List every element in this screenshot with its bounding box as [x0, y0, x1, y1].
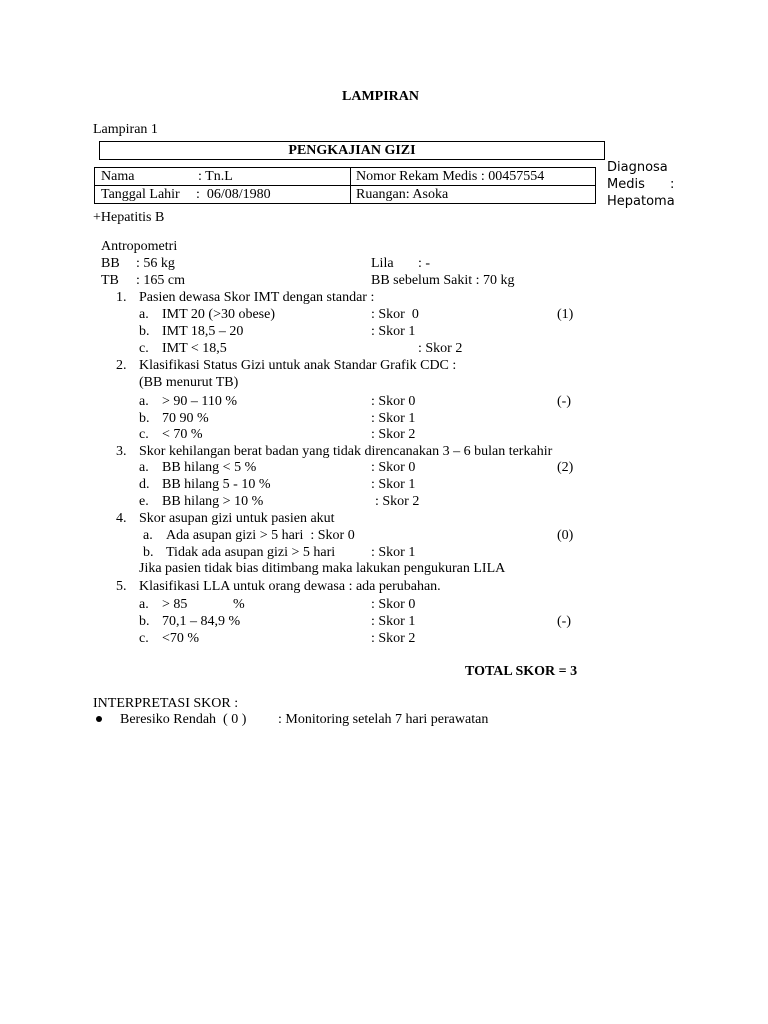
list-item-letter: a.	[139, 597, 149, 612]
tb-value: : 165 cm	[136, 273, 185, 288]
list-item-label: < 70 %	[162, 427, 203, 442]
list-item-letter: a.	[139, 394, 149, 409]
list-item-label: IMT 20 (>30 obese)	[162, 307, 276, 322]
list-item-label: BB hilang > 10 %	[162, 494, 264, 509]
list-item-score: : Skor 2	[371, 631, 416, 646]
list-item-label: > 90 – 110 %	[162, 394, 238, 409]
list-item-letter: b.	[139, 411, 150, 426]
list-item-label: BB hilang < 5 %	[162, 460, 257, 475]
section-2-subtitle: (BB menurut TB)	[139, 375, 239, 390]
list-item-letter: b.	[143, 545, 154, 560]
list-item-label: Ada asupan gizi > 5 hari : Skor 0	[166, 528, 355, 543]
list-item-score: : Skor 1	[371, 411, 416, 426]
form-title: PENGKAJIAN GIZI	[288, 143, 416, 158]
nama-value: : Tn.L	[198, 169, 233, 184]
list-item-score: : Skor 1	[371, 614, 416, 629]
section-4-title: Skor asupan gizi untuk pasien akut	[139, 511, 335, 526]
list-item-letter: a.	[139, 307, 149, 322]
list-item-score: : Skor 0	[371, 394, 416, 409]
list-item-score: : Skor 1	[371, 545, 416, 560]
section-4-note: Jika pasien tidak bias ditimbang maka lakukan pengukuran LILA	[139, 561, 506, 576]
interpretasi-bullet-value: : Monitoring setelah 7 hari perawatan	[278, 712, 489, 727]
antropometri-title: Antropometri	[101, 239, 178, 254]
section-2-number: 2.	[116, 358, 127, 373]
section-3-number: 3.	[116, 444, 127, 459]
section-5-title: Klasifikasi LLA untuk orang dewasa : ada perubahan.	[139, 579, 441, 594]
list-item-score: : Skor 0	[371, 597, 416, 612]
list-item-label: 70,1 – 84,9 %	[162, 614, 241, 629]
section-5-number: 5.	[116, 579, 127, 594]
list-item-score: : Skor 0	[371, 307, 419, 322]
list-item-result: (2)	[557, 460, 574, 475]
list-item-result: (1)	[557, 307, 574, 322]
bullet-icon	[96, 716, 102, 722]
rekam-medis-label: Nomor Rekam Medis : 00457554	[356, 169, 545, 184]
list-item-score: : Skor 2	[371, 427, 416, 442]
section-3-title: Skor kehilangan berat badan yang tidak direncanakan 3 – 6 bulan terkahir	[139, 444, 553, 459]
diagnosa-line2-medis: Medis	[607, 177, 645, 192]
list-item-label: <70 %	[162, 631, 200, 646]
lampiran-label: Lampiran 1	[93, 122, 158, 137]
diagnosa-line1: Diagnosa	[607, 160, 668, 175]
list-item-letter: c.	[139, 631, 149, 646]
interpretasi-bullet-label: Beresiko Rendah ( 0 )	[120, 712, 247, 727]
lila-label: Lila	[371, 256, 394, 271]
section-1-number: 1.	[116, 290, 127, 305]
interpretasi-title: INTERPRETASI SKOR :	[93, 696, 239, 711]
nama-label: Nama	[101, 169, 135, 184]
list-item-score: : Skor 1	[371, 324, 416, 339]
list-item-label: IMT < 18,5	[162, 341, 227, 356]
list-item-letter: b.	[139, 614, 150, 629]
list-item-result: (-)	[557, 394, 571, 409]
list-item-label-percent: %	[233, 597, 245, 612]
list-item-letter: a.	[143, 528, 153, 543]
ruangan-label: Ruangan: Asoka	[356, 187, 449, 202]
bb-sebelum-sakit: BB sebelum Sakit : 70 kg	[371, 273, 515, 288]
list-item-label: BB hilang 5 - 10 %	[162, 477, 271, 492]
list-item-letter: c.	[139, 427, 149, 442]
diagnosa-line2-colon: :	[670, 177, 675, 192]
list-item-letter: c.	[139, 341, 149, 356]
list-item-label: Tidak ada asupan gizi > 5 hari	[166, 545, 336, 560]
list-item-result: (0)	[557, 528, 574, 543]
section-4-number: 4.	[116, 511, 127, 526]
section-1-title: Pasien dewasa Skor IMT dengan standar :	[139, 290, 375, 305]
tanggal-lahir-label: Tanggal Lahir	[101, 187, 180, 202]
list-item-label: > 85	[162, 597, 188, 612]
list-item-score: : Skor 2	[375, 494, 420, 509]
hepatitis-note: +Hepatitis B	[93, 210, 165, 225]
bb-label: BB	[101, 256, 120, 271]
list-item-score: : Skor 2	[418, 341, 463, 356]
page-heading: LAMPIRAN	[342, 89, 419, 104]
list-item-result: (-)	[557, 614, 571, 629]
tb-label: TB	[101, 273, 119, 288]
list-item-score: : Skor 1	[371, 477, 416, 492]
tanggal-lahir-value: : 06/08/1980	[196, 187, 271, 202]
lila-value: : -	[418, 256, 431, 271]
list-item-letter: e.	[139, 494, 149, 509]
identity-table-col-divider	[350, 167, 351, 204]
section-2-title: Klasifikasi Status Gizi untuk anak Standar Grafik CDC :	[139, 358, 457, 373]
list-item-score: : Skor 0	[371, 460, 416, 475]
total-score: TOTAL SKOR = 3	[465, 664, 578, 679]
bb-value: : 56 kg	[136, 256, 175, 271]
list-item-letter: a.	[139, 460, 149, 475]
list-item-letter: b.	[139, 324, 150, 339]
list-item-letter: d.	[139, 477, 150, 492]
form-title-box	[99, 141, 605, 160]
diagnosa-line3: Hepatoma	[607, 194, 675, 209]
list-item-label: IMT 18,5 – 20	[162, 324, 244, 339]
list-item-label: 70 90 %	[162, 411, 209, 426]
